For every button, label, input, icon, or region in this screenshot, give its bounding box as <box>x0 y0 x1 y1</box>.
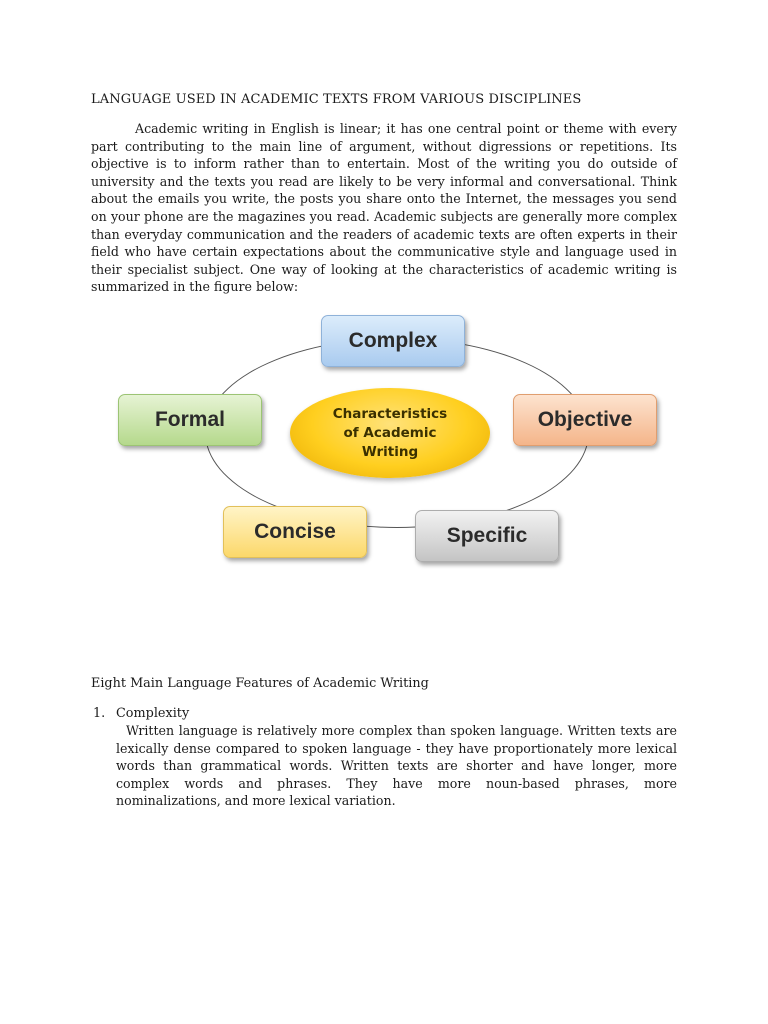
document-title: LANGUAGE USED IN ACADEMIC TEXTS FROM VARIOUS DISCIPLINES <box>91 92 582 107</box>
list-item-number: 1. <box>93 706 106 721</box>
node-complex: Complex <box>321 315 465 367</box>
diagram-center <box>290 388 490 478</box>
list-item-title: Complexity <box>116 706 190 721</box>
node-specific: Specific <box>415 510 559 562</box>
features-heading: Eight Main Language Features of Academic Writing <box>91 676 429 691</box>
node-concise: Concise <box>223 506 367 558</box>
characteristics-diagram <box>110 306 670 566</box>
diagram-center-label: Characteristics of Academic Writing <box>332 405 448 460</box>
node-formal: Formal <box>118 394 262 446</box>
intro-paragraph: Academic writing in English is linear; it has one central point or theme with every part contributing to the main line of argument, without digressions or repetitions. Its objective is to inform rather than to entertain. Most of the writing you do outside of university and the texts you read are likely to be very informal and conversational. Think about the emails you write, the posts you share onto the Internet, the messages you send on your phone are the magazines you read. Academic subjects are generally more complex than everyday communication and the readers of academic texts are often experts in their field who have certain expectations about the communicative style and language used in their specialist subject. One way of looking at the characteristics of academic writing is summarized in the figure below: <box>91 121 677 295</box>
node-objective: Objective <box>513 394 657 446</box>
list-item-body: Written language is relatively more complex than spoken language. Written texts are lexically dense compared to spoken language - they have proportionately more lexical words than grammatical words. Written texts are shorter and have longer, more complex words and phrases. They have more noun-based phrases, more nominalizations, and more lexical variation. <box>116 723 677 809</box>
